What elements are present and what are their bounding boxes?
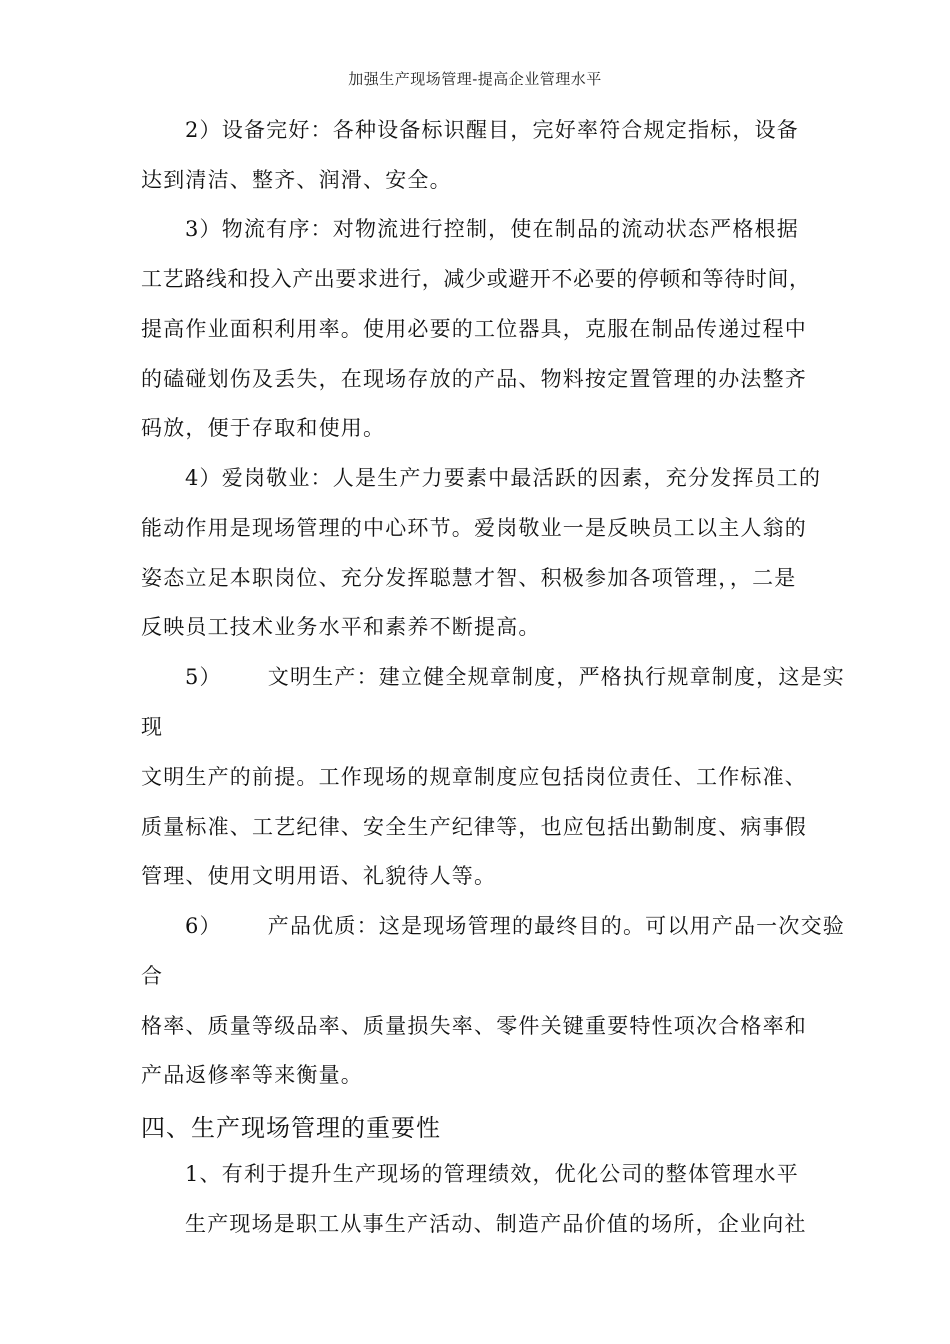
- para4-line2: 能动作用是现场管理的中心环节。爱岗敬业一是反映员工以主人翁的: [141, 516, 807, 540]
- para6-line1: [185, 912, 845, 940]
- para5-line2: 现: [141, 715, 164, 739]
- para3-line5: 码放，便于存取和使用。: [141, 416, 386, 440]
- para5-line1-text: 文明生产：建立健全规章制度，严格执行规章制度，这是实: [267, 665, 845, 689]
- para5-line5: 管理、使用文明用语、礼貌待人等。: [141, 864, 497, 888]
- para2-line1: 2）设备完好：各种设备标识醒目，完好率符合规定指标，设备: [185, 118, 799, 142]
- para5-line1: [185, 663, 845, 691]
- para4-line3: 姿态立足本职岗位、充分发挥聪慧才智、积极参加各项管理，，二是: [141, 566, 797, 590]
- section4-item1: 1、有利于提升生产现场的管理绩效，优化公司的整体管理水平: [185, 1162, 799, 1186]
- page-header: 加强生产现场管理-提高企业管理水平: [348, 70, 602, 88]
- para6-line1-text: 产品优质：这是现场管理的最终目的。可以用产品一次交验: [267, 914, 845, 938]
- para4-line4: 反映员工技术业务水平和素养不断提高。: [141, 615, 541, 639]
- section-heading: 四、生产现场管理的重要性: [141, 1114, 441, 1142]
- para3-line3: 提高作业面积利用率。使用必要的工位器具，克服在制品传递过程中: [141, 317, 807, 341]
- para5-line4: 质量标准、工艺纪律、安全生产纪律等，也应包括出勤制度、病事假: [141, 815, 807, 839]
- para6-line2: 合: [141, 964, 164, 988]
- para6-number: 6）: [185, 914, 222, 938]
- para4-line1: 4）爱岗敬业：人是生产力要素中最活跃的因素，充分发挥员工的: [185, 466, 822, 490]
- para6-line4: 产品返修率等来衡量。: [141, 1063, 363, 1087]
- para3-line4: 的磕碰划伤及丢失，在现场存放的产品、物料按定置管理的办法整齐: [141, 367, 807, 391]
- para5-number: 5）: [185, 665, 222, 689]
- section4-body-line1: 生产现场是职工从事生产活动、制造产品价值的场所，企业向社: [185, 1212, 807, 1236]
- para5-line3: 文明生产的前提。工作现场的规章制度应包括岗位责任、工作标准、: [141, 765, 807, 789]
- para3-line2: 工艺路线和投入产出要求进行，减少或避开不必要的停顿和等待时间，: [141, 267, 811, 291]
- para6-line3: 格率、质量等级品率、质量损失率、零件关键重要特性项次合格率和: [141, 1014, 807, 1038]
- para2-line2: 达到清洁、整齐、润滑、安全。: [141, 168, 452, 192]
- para3-line1: 3）物流有序：对物流进行控制，使在制品的流动状态严格根据: [185, 217, 799, 241]
